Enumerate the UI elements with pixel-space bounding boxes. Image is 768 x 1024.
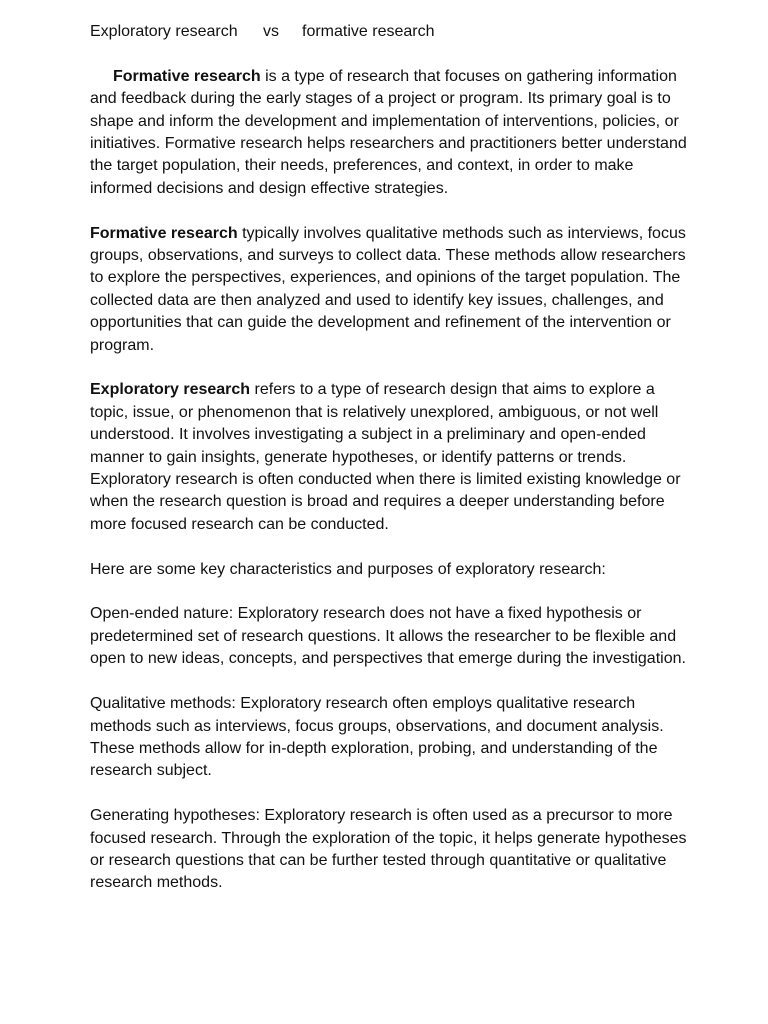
paragraph-text: Generating hypotheses: Exploratory research is often used as a precursor to more focused research. Through the exploration of the topic, it helps generate hypotheses or research questions that can be further tested through quantitative or qualitative research methods. bbox=[90, 807, 687, 892]
paragraph-text: Qualitative methods: Exploratory research often employs qualitative research methods such as interviews, focus groups, observations, and document analysis. These methods allow for in-depth exploration, probing, and understanding of the research subject. bbox=[90, 695, 664, 780]
paragraph-characteristics-intro bbox=[90, 559, 690, 581]
paragraph-generating-hypotheses bbox=[90, 805, 690, 895]
bold-term: Exploratory research bbox=[90, 381, 251, 399]
paragraph-text: refers to a type of research design that aims to explore a topic, issue, or phenomenon that is relatively unexplored, ambiguous, or not well understood. It involves investigating a subject in a preliminary and open-ended manner to gain insights, generate hypotheses, or identify patterns or trends. Exploratory research is often conducted when there is limited existing knowledge or when the research question is broad and requires a deeper understanding before more focused research can be conducted. bbox=[90, 381, 681, 533]
title-left: Exploratory research bbox=[90, 23, 238, 40]
bold-term: Formative research bbox=[90, 224, 238, 242]
paragraph-formative-definition bbox=[90, 66, 690, 200]
paragraph-text: is a type of research that focuses on gathering information and feedback during the early stages of a project or program. Its primary goal is to shape and inform the development and implementation of interventions, policies, or initiatives. Formative research helps researchers and practitioners better understand the target population, their needs, preferences, and context, in order to make informed decisions and design effective strategies. bbox=[90, 67, 687, 197]
paragraph-text: Here are some key characteristics and purposes of exploratory research: bbox=[90, 560, 606, 578]
document-page bbox=[90, 21, 690, 895]
paragraph-exploratory-definition bbox=[90, 379, 690, 536]
title-vs: vs bbox=[263, 23, 279, 40]
paragraph-qualitative-methods bbox=[90, 693, 690, 783]
bold-term: Formative research bbox=[113, 67, 261, 85]
paragraph-text: Open-ended nature: Exploratory research does not have a fixed hypothesis or predetermined set of research questions. It allows the researcher to be flexible and open to new ideas, concepts, and perspectives that emerge during the investigation. bbox=[90, 605, 686, 668]
document-title bbox=[90, 21, 690, 43]
title-right: formative research bbox=[302, 23, 435, 40]
paragraph-open-ended bbox=[90, 603, 690, 670]
paragraph-text: typically involves qualitative methods such as interviews, focus groups, observations, and surveys to collect data. These methods allow researchers to explore the perspectives, experiences, and opinions of the target population. The collected data are then analyzed and used to identify key issues, challenges, and opportunities that can guide the development and refinement of the intervention or program. bbox=[90, 224, 686, 354]
paragraph-formative-methods bbox=[90, 223, 690, 357]
